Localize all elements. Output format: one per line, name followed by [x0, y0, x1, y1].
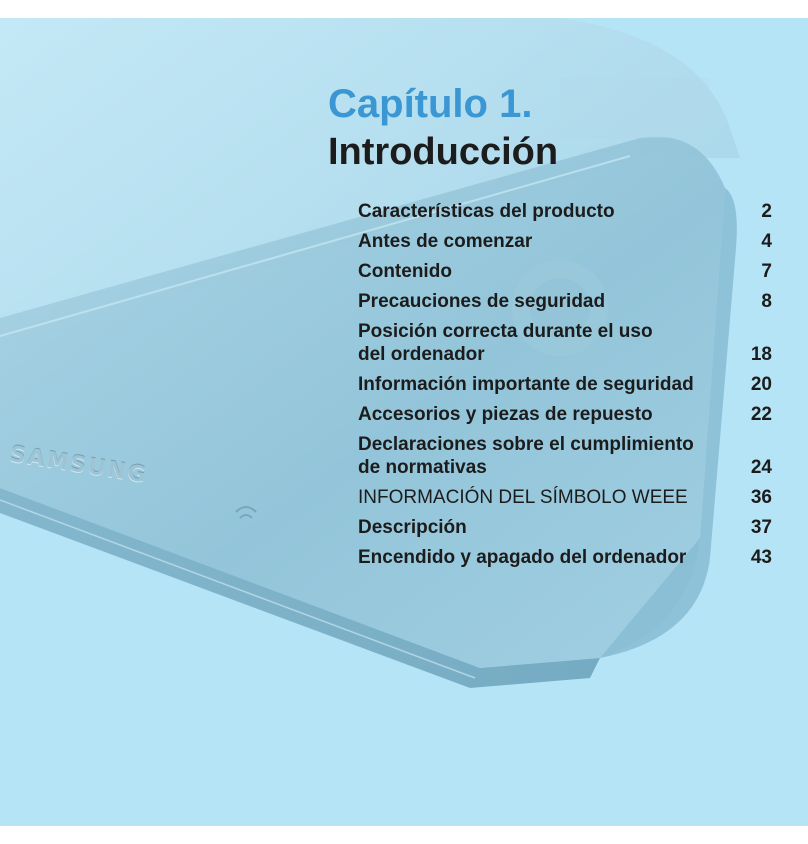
toc-entry[interactable] [358, 546, 772, 569]
toc-entry-page-number: 36 [750, 487, 772, 508]
toc-entry-title: Accesorios y piezas de repuesto [358, 404, 653, 425]
toc-entry-title: Información importante de seguridad [358, 374, 694, 395]
toc-entry[interactable] [358, 486, 772, 509]
toc-entry-title: Precauciones de seguridad [358, 291, 606, 312]
toc-entry-page-number: 43 [750, 547, 772, 568]
toc-entry-page-number: 37 [750, 517, 772, 538]
toc-entry-page-number: 24 [750, 457, 772, 478]
toc-entry-title: Antes de comenzar [358, 231, 533, 252]
toc-entry[interactable] [358, 260, 772, 283]
toc-entry-page-number: 2 [761, 201, 772, 222]
samsung-logo: SAMSUNG [8, 442, 150, 489]
chapter-title: Introducción [328, 131, 559, 173]
toc-entry-page-number: 22 [750, 404, 772, 425]
toc-entry[interactable] [358, 230, 772, 253]
toc-entry-title: INFORMACIÓN DEL SÍMBOLO WEEE [358, 487, 688, 508]
toc-entry-page-number: 8 [761, 291, 772, 312]
table-of-contents [358, 200, 772, 576]
toc-entry-page-number: 7 [761, 261, 772, 282]
chapter-heading [328, 82, 558, 174]
toc-entry-page-number: 4 [761, 231, 772, 252]
toc-entry[interactable] [358, 516, 772, 539]
toc-entry[interactable] [358, 290, 772, 313]
toc-entry-title: Contenido [358, 261, 452, 282]
toc-entry[interactable] [358, 403, 772, 426]
toc-entry-title: Encendido y apagado del ordenador [358, 547, 687, 568]
toc-entry-title: Características del producto [358, 201, 615, 222]
chapter-number: Capítulo 1. [328, 82, 533, 126]
toc-entry[interactable] [358, 320, 772, 366]
toc-entry[interactable] [358, 200, 772, 223]
toc-entry-title: Posición correcta durante el uso del ordenador [358, 321, 653, 365]
toc-entry-title: Descripción [358, 517, 467, 538]
toc-entry[interactable] [358, 373, 772, 396]
toc-entry-page-number: 18 [750, 344, 772, 365]
toc-entry-page-number: 20 [750, 374, 772, 395]
toc-entry[interactable] [358, 433, 772, 479]
toc-entry-title: Declaraciones sobre el cumplimiento de normativas [358, 434, 694, 478]
